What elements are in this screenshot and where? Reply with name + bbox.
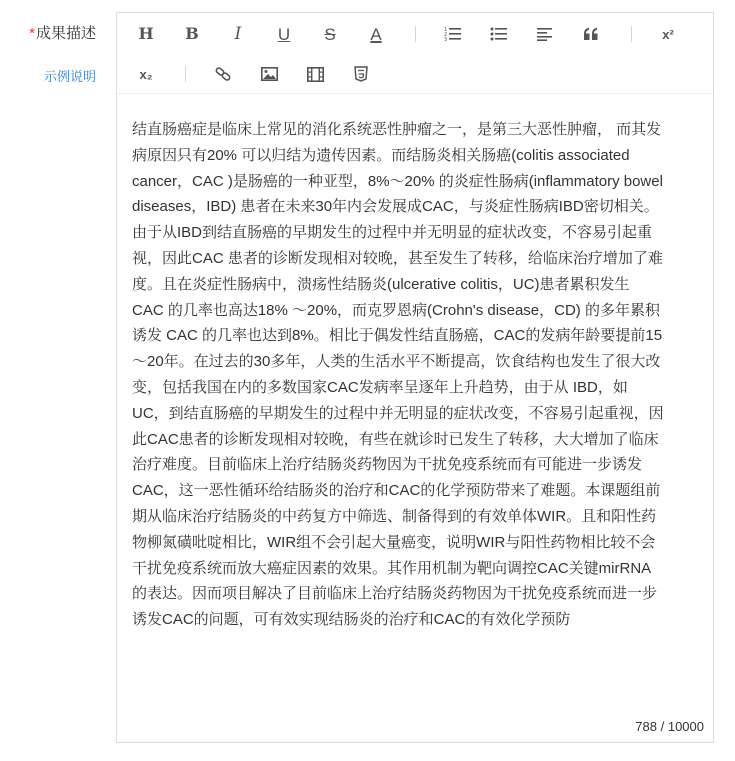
text-line: 干扰免疫系统而放大癌症因素的效果。其作用机制为靶向调控CAC关键mirRNA <box>132 559 652 577</box>
text-line: ～20年。在过去的30多年，人类的生活水平不断提高，饮食结构也发生了很大改 <box>132 353 661 371</box>
underline-icon: U <box>277 24 291 44</box>
text-line: cancer，CAC )是肠癌的一种亚型，8%～20% 的炎症性肠病(inflammatory bowel <box>132 172 663 190</box>
toolbar-separator <box>185 66 186 82</box>
text-line: 病原因只有20% 可以归结为遗传因素。而结肠炎相关肠癌(colitis associated <box>132 146 630 164</box>
align-left-icon <box>537 27 553 41</box>
ordered-list-button[interactable] <box>439 20 467 48</box>
strikethrough-button[interactable] <box>316 20 344 48</box>
ordered-list-icon <box>444 26 462 42</box>
counter-separator: / <box>657 719 668 734</box>
image-button[interactable] <box>255 60 283 88</box>
text-line: diseases，IBD) 患者在未来30年内会发展成CAC，与炎症性肠病IBD密切相关。 <box>132 198 659 216</box>
editor-toolbar <box>117 13 713 94</box>
svg-text:2: 2 <box>444 32 448 38</box>
svg-text:3: 3 <box>444 37 448 42</box>
toolbar-separator <box>631 26 632 42</box>
text-line: 物柳氮磺吡啶相比，WIR组不会引起大量癌变，说明WIR与阳性药物相比较不会 <box>132 533 656 551</box>
html-button[interactable] <box>347 60 375 88</box>
link-icon <box>215 66 231 82</box>
text-line: 由于从IBD到结直肠癌的早期发生的过程中并无明显的症状改变，不容易引起重 <box>132 224 653 242</box>
character-counter <box>635 719 704 734</box>
svg-text:1: 1 <box>444 27 448 33</box>
align-button[interactable] <box>531 20 559 48</box>
image-icon <box>261 67 278 81</box>
bold-button[interactable] <box>178 20 206 48</box>
required-mark: * <box>29 25 35 42</box>
example-link[interactable]: 示例说明 <box>43 69 96 84</box>
text-line: 诱发CAC的问题，可有效实现结肠炎的治疗和CAC的有效化学预防 <box>132 611 571 629</box>
heading-button[interactable] <box>132 20 160 48</box>
bullet-list-icon <box>490 26 508 42</box>
toolbar-separator <box>415 26 416 42</box>
html5-icon <box>354 66 368 82</box>
field-label-text: 成果描述 <box>35 25 96 42</box>
underline-button[interactable] <box>270 20 298 48</box>
superscript-button[interactable] <box>654 20 682 48</box>
text-line: 度。且在炎症性肠病中，溃疡性结肠炎(ulcerative colitis，UC)患者累积发生 <box>132 275 630 293</box>
video-button[interactable] <box>301 60 329 88</box>
bold-icon: B <box>185 24 199 43</box>
superscript-icon: x² <box>662 26 674 42</box>
text-line: CAC，这一恶性循环给结肠炎的治疗和CAC的化学预防带来了难题。本课题组前 <box>132 482 661 500</box>
text-line: CAC 的几率也高达18% ～20%，而克罗恩病(Crohn's disease，CD) 的多年累积 <box>132 301 660 319</box>
char-limit: 10000 <box>667 719 704 734</box>
editor-content[interactable] <box>132 117 706 633</box>
text-line: 变，包括我国在内的多数国家CAC发病率呈逐年上升趋势，由于从 IBD，如 <box>132 378 628 396</box>
subscript-button[interactable] <box>132 60 160 88</box>
char-count: 788 <box>635 719 657 734</box>
bullet-list-button[interactable] <box>485 20 513 48</box>
quote-button[interactable] <box>577 20 605 48</box>
strikethrough-icon: S <box>324 24 336 44</box>
heading-icon: H <box>138 24 154 43</box>
text-line: UC，到结直肠癌的早期发生的过程中并无明显的症状改变，不容易引起重视，因 <box>132 404 664 422</box>
text-line: 此CAC患者的诊断发现相对较晚，有些在就诊时已发生了转移，大大增加了临床 <box>132 430 659 448</box>
text-line: 结直肠癌症是临床上常见的消化系统恶性肿瘤之一，是第三大恶性肿瘤， 而其发 <box>132 121 662 138</box>
text-line: 期从临床治疗结肠炎的中药复方中筛选、制备得到的有效单体WIR。且和阳性药 <box>132 507 657 525</box>
field-label <box>29 22 96 43</box>
subscript-icon: x₂ <box>139 66 153 82</box>
text-line: 视，因此CAC 患者的诊断发现相对较晚，甚至发生了转移，给临床治疗增加了难 <box>132 249 663 267</box>
italic-button[interactable] <box>224 20 252 48</box>
text-line: 治疗难度。目前临床上治疗结肠炎药物因为干扰免疫系统而有可能进一步诱发 <box>132 456 643 474</box>
font-color-button[interactable] <box>362 20 390 48</box>
text-line: 诱发 CAC 的几率也达到8%。相比于偶发性结直肠癌，CAC的发病年龄要提前15 <box>132 327 663 345</box>
quote-icon <box>583 27 599 41</box>
rich-text-editor <box>116 12 714 743</box>
link-button[interactable] <box>209 60 237 88</box>
text-line: 的表达。因而项目解决了目前临床上治疗结肠炎药物因为干扰免疫系统而进一步 <box>132 585 658 603</box>
font-color-icon: A <box>370 24 382 44</box>
video-icon <box>307 67 324 82</box>
italic-icon: I <box>234 23 242 44</box>
